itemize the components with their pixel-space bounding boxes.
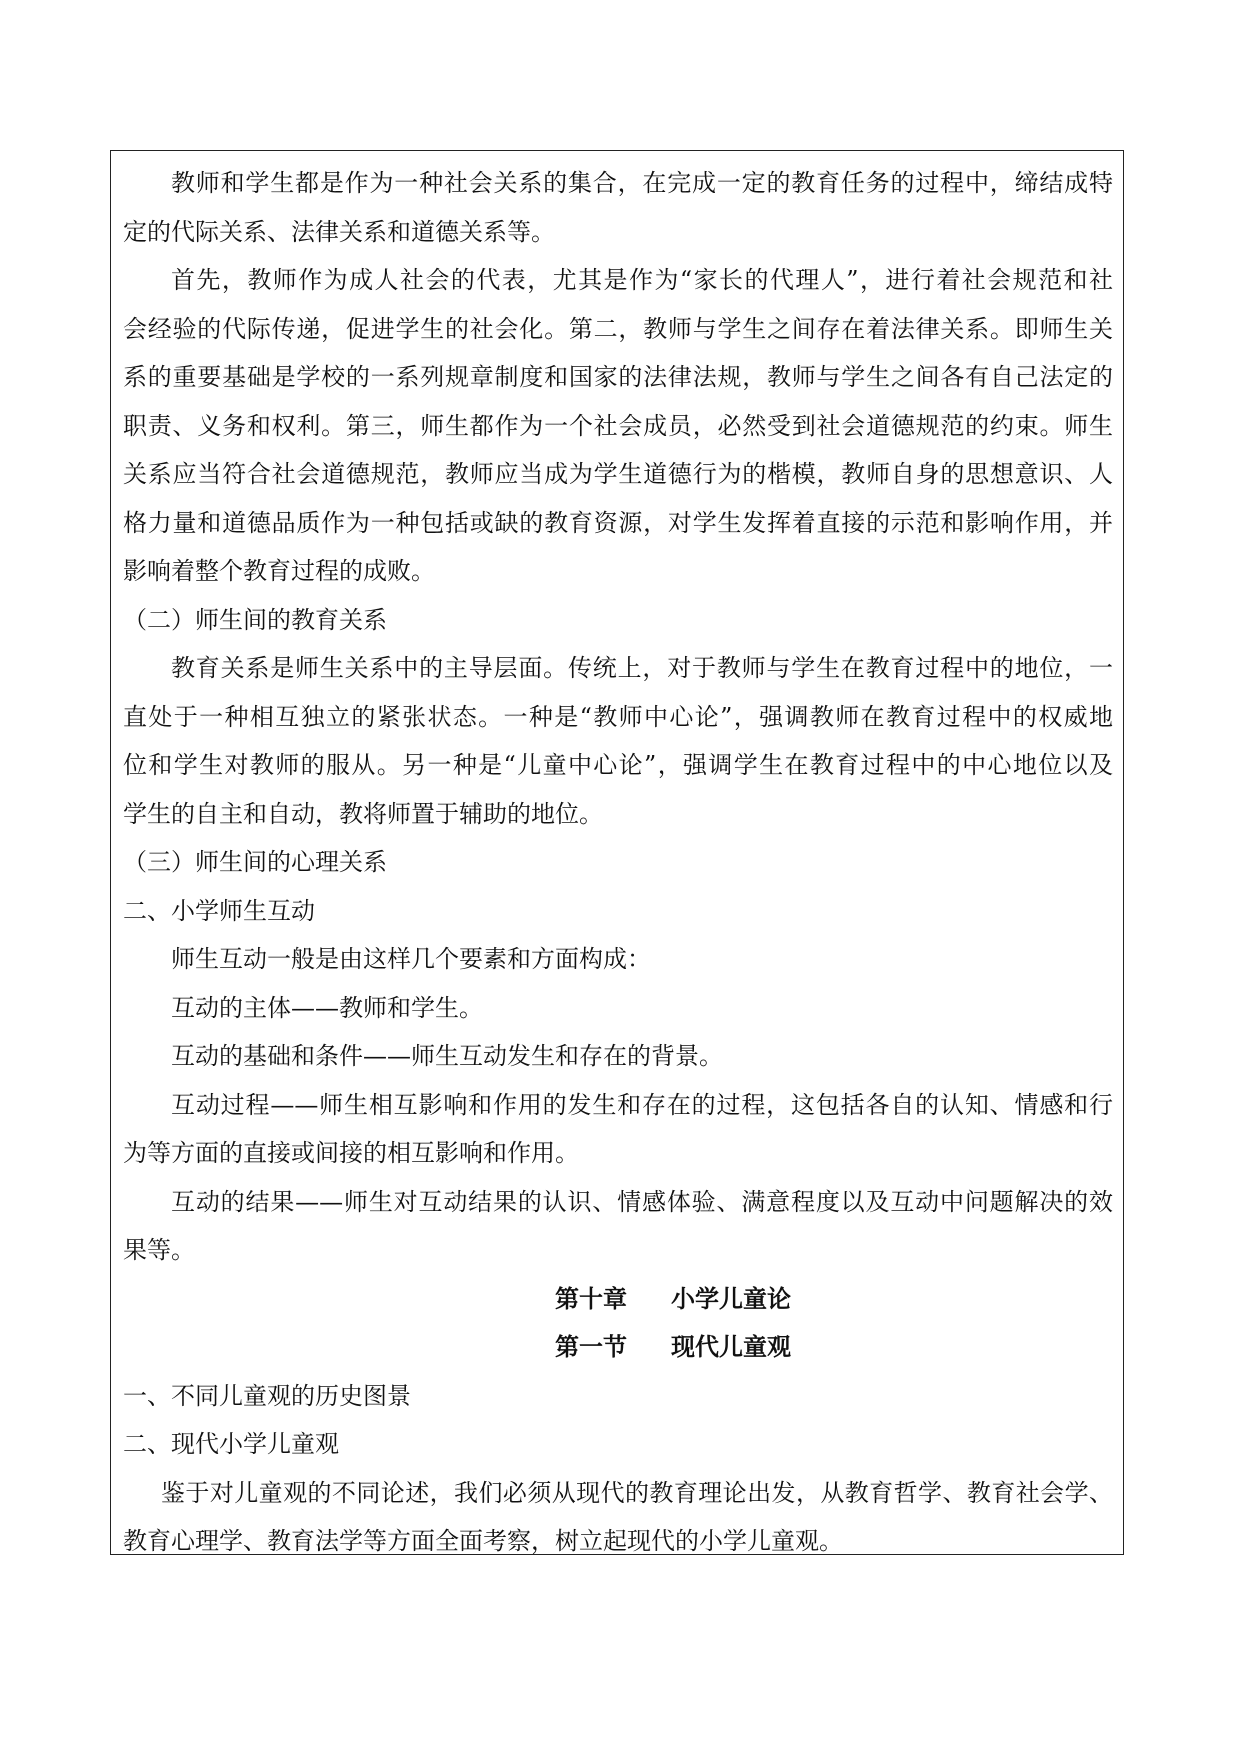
paragraph-line: 师生互动一般是由这样几个要素和方面构成： (171, 945, 651, 973)
subsection-heading: （三）师生间的心理关系 (123, 848, 387, 876)
paragraph-line: 教育心理学、教育法学等方面全面考察，树立起现代的小学儿童观。 (123, 1527, 843, 1555)
paragraph-line: 互动过程——师生相互影响和作用的发生和存在的过程，这包括各自的认知、情感和行 (171, 1090, 1113, 1119)
chapter-number: 第十章 (555, 1283, 627, 1313)
paragraph-line: 位和学生对教师的服从。另一种是“儿童中心论”，强调学生在教育过程中的中心地位以及 (123, 751, 1113, 779)
paragraph-line: 互动的结果——师生对互动结果的认识、情感体验、满意程度以及互动中问题解决的效 (171, 1187, 1113, 1216)
chapter-title: 小学儿童论 (671, 1283, 791, 1313)
paragraph-line: 关系应当符合社会道德规范，教师应当成为学生道德行为的楷模，教师自身的思想意识、人 (123, 460, 1113, 488)
section-number: 第一节 (555, 1332, 627, 1361)
paragraph-line: 首先，教师作为成人社会的代表，尤其是作为“家长的代理人”，进行着社会规范和社 (171, 266, 1113, 294)
paragraph-line: 鉴于对儿童观的不同论述，我们必须从现代的教育理论出发，从教育哲学、教育社会学、 (161, 1478, 1113, 1507)
paragraph-line: 学生的自主和自动，教将师置于辅助的地位。 (123, 799, 603, 828)
paragraph-line: 直处于一种相互独立的紧张状态。一种是“教师中心论”，强调教师在教育过程中的权威地 (123, 702, 1113, 731)
section-heading-item: 二、小学师生互动 (123, 896, 315, 925)
paragraph-line: 教育关系是师生关系中的主导层面。传统上，对于教师与学生在教育过程中的地位，一 (171, 654, 1113, 682)
paragraph-line: 影响着整个教育过程的成败。 (123, 557, 435, 585)
paragraph-line: 为等方面的直接或间接的相互影响和作用。 (123, 1139, 579, 1167)
paragraph-line: 格力量和道德品质作为一种包括或缺的教育资源，对学生发挥着直接的示范和影响作用，并 (123, 508, 1113, 537)
paragraph-line: 职责、义务和权利。第三，师生都作为一个社会成员，必然受到社会道德规范的约束。师生 (123, 411, 1113, 440)
section-title: 现代儿童观 (671, 1332, 791, 1361)
chapter-heading (123, 1275, 1113, 1324)
section-heading (123, 1323, 1113, 1372)
paragraph-line: 果等。 (123, 1236, 195, 1264)
paragraph-line: 定的代际关系、法律关系和道德关系等。 (123, 217, 555, 246)
paragraph-line: 互动的基础和条件——师生互动发生和存在的背景。 (171, 1042, 723, 1070)
paragraph-line: 系的重要基础是学校的一系列规章制度和国家的法律法规，教师与学生之间各有自己法定的 (123, 363, 1113, 391)
paragraph-line: 互动的主体——教师和学生。 (171, 993, 483, 1022)
text-frame (110, 150, 1124, 1555)
subsection-heading: （二）师生间的教育关系 (123, 605, 387, 634)
paragraph-line: 教师和学生都是作为一种社会关系的集合，在完成一定的教育任务的过程中，缔结成特 (171, 169, 1113, 197)
paragraph-line: 会经验的代际传递，促进学生的社会化。第二，教师与学生之间存在着法律关系。即师生关 (123, 314, 1113, 343)
section-heading-item: 一、不同儿童观的历史图景 (123, 1381, 411, 1410)
section-heading-item: 二、现代小学儿童观 (123, 1430, 339, 1458)
